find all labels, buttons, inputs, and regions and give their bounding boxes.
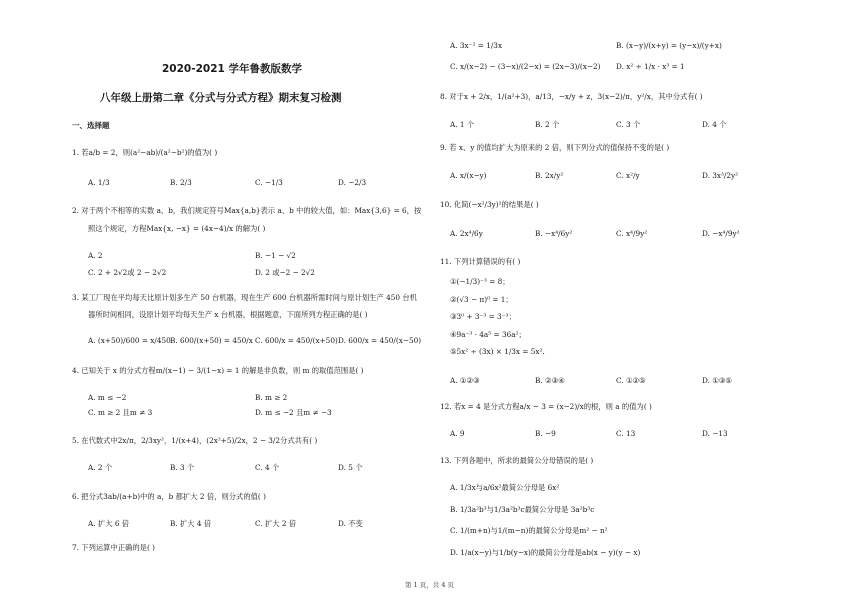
- list-item: ⑤5x² ÷ (3x) × 1/3x = 5x².: [450, 347, 545, 356]
- option-d: D. 3x³/2y²: [702, 171, 739, 180]
- option-a: A. 2x⁴/6y: [450, 229, 483, 238]
- option-c: C. 1/(m+n)与1/(m−n)的最简公分母是m² − n²: [450, 526, 608, 535]
- option-c: C. −1/3: [255, 178, 283, 187]
- section-heading: 一、选择题: [72, 121, 110, 130]
- option-d: D. −2/3: [338, 178, 367, 187]
- option-b: B. (x−y)/(x+y) = (y−x)/(y+x): [616, 41, 722, 50]
- option-b: B. 1/3a²b³与1/3a²b³c最简公分母是 3a²b³c: [450, 505, 595, 514]
- option-d: D. 5 个: [338, 463, 363, 472]
- option-c: C. 600/x = 450/(x+50): [255, 336, 338, 345]
- question-stem: 1. 若a/b = 2，则(a²−ab)/(a²−b²)的值为( ): [72, 148, 218, 157]
- option-b: B. 2x/y²: [535, 171, 564, 180]
- option-a: A. 2: [88, 251, 103, 260]
- question-stem: 6. 把分式3ab/(a+b)中的 a，b 都扩大 2 倍，则分式的值( ): [72, 492, 266, 501]
- question-stem: 5. 在代数式中2x/π，2/3xy²，1/(x+4)，(2x²+5)/2x，2 − 3/2分式共有( ): [72, 436, 318, 445]
- option-b: B. m ≥ 2: [255, 393, 288, 402]
- option-a: A. 9: [450, 429, 465, 438]
- option-c: C. m ≥ 2 且m ≠ 3: [88, 408, 153, 417]
- option-d: D. ①③⑤: [702, 376, 732, 385]
- option-c: C. ①②⑤: [616, 376, 646, 385]
- option-a: A. 1/3: [88, 178, 110, 187]
- question-stem: 7. 下列运算中正确的是( ): [72, 543, 155, 552]
- option-c: C. 2 + 2√2或 2 − 2√2: [88, 268, 167, 277]
- page-footer: 第 1 页，共 4 页: [405, 581, 455, 589]
- option-d: D. m ≤ −2 且m ≠ −3: [255, 408, 332, 417]
- option-a: A. 扩大 6 倍: [88, 519, 130, 528]
- option-b: B. 2/3: [170, 178, 192, 187]
- question-stem: 3. 某工厂现在平均每天比原计划多生产 50 台机器，现在生产 600 台机器所需时间与原计划生产 450 台机: [72, 293, 417, 302]
- option-a: A. 2 个: [88, 463, 113, 472]
- option-b: B. ②③④: [535, 376, 565, 385]
- question-stem: 11. 下列计算错误的有( ): [440, 257, 521, 266]
- question-stem: 2. 对于两个不相等的实数 a、b，我们规定符号Max{a,b}表示 a、b 中的较大值，如：Max{3,6} = 6，按: [72, 206, 422, 215]
- option-c: C. x⁴/9y²: [616, 229, 648, 238]
- option-a: A. 1/3x与a/6x²最简公分母是 6x²: [450, 483, 560, 492]
- option-a: A. ①②③: [450, 376, 480, 385]
- list-item: ①(−1/3)⁻³ = 8；: [450, 277, 510, 286]
- option-b: B. 3 个: [170, 463, 195, 472]
- option-c: C. x/(x−2) − (3−x)/(2−x) = (2x−3)/(x−2): [450, 62, 601, 71]
- option-b: B. −1 − √2: [255, 251, 296, 260]
- option-a: A. (x+50)/600 = x/450: [88, 336, 171, 345]
- option-d: D. −13: [702, 429, 728, 438]
- exam-subtitle: 八年级上册第二章《分式与分式方程》期末复习检测: [100, 92, 342, 104]
- list-item: ②(√3 − π)⁰ = 1；: [450, 295, 513, 304]
- option-b: B. 扩大 4 倍: [170, 519, 212, 528]
- question-stem-cont: 照这个规定，方程Max{x, −x} = (4x−4)/x 的解为( ): [88, 224, 266, 233]
- option-d: D. 2 或−2 − 2√2: [255, 268, 315, 277]
- question-stem-cont: 器所时间相同，设原计划平均每天生产 x 台机器，根据题意，下面所列方程正确的是( ): [88, 310, 368, 319]
- option-d: D. 1/a(x−y)与1/b(y−x)的最简公分母是ab(x − y)(y − x): [450, 548, 641, 557]
- exam-title: 2020-2021 学年鲁教版数学: [162, 63, 302, 75]
- option-c: C. 13: [616, 429, 636, 438]
- option-d: D. −x⁴/9y²: [702, 229, 740, 238]
- question-stem: 8. 对于x + 2/x，1/(a²+3)，a/13，−x/y + z，3(x−2)/π，y²/x，其中分式有( ): [440, 92, 703, 101]
- option-c: C. 3 个: [616, 120, 641, 129]
- question-stem: 10. 化简(−x²/3y)²的结果是( ): [440, 200, 539, 209]
- question-stem: 4. 已知关于 x 的分式方程m/(x−1) − 3/(1−x) = 1 的解是非负数，则 m 的取值范围是( ): [72, 366, 364, 375]
- question-stem: 9. 若 x、y 的值均扩大为原来的 2 倍，则下列分式的值保持不变的是( ): [440, 143, 670, 152]
- option-a: A. 1 个: [450, 120, 475, 129]
- list-item: ④9a⁻³ · 4a⁵ = 36a²；: [450, 330, 526, 339]
- option-d: D. 600/x = 450/(x−50): [338, 336, 422, 345]
- question-stem: 12. 若x = 4 是分式方程a/x − 3 = (x−2)/x的根，则 a 的值为( ): [440, 402, 652, 411]
- option-d: D. 4 个: [702, 120, 727, 129]
- option-b: B. 2 个: [535, 120, 560, 129]
- option-d: D. 不变: [338, 519, 363, 528]
- option-b: B. −x⁴/6y²: [535, 229, 573, 238]
- option-c: C. 4 个: [255, 463, 280, 472]
- option-b: B. −9: [535, 429, 556, 438]
- option-d: D. x² ÷ 1/x · x³ = 1: [616, 62, 685, 71]
- option-a: A. 3x⁻² = 1/3x: [450, 41, 503, 50]
- question-stem: 13. 下列各题中，所求的最简公分母错误的是( ): [440, 456, 594, 465]
- option-c: C. x²/y: [616, 171, 640, 180]
- option-a: A. m ≤ −2: [88, 393, 127, 402]
- option-c: C. 扩大 2 倍: [255, 519, 297, 528]
- option-a: A. x/(x−y): [450, 171, 487, 180]
- option-b: B. 600/(x+50) = 450/x: [170, 336, 253, 345]
- list-item: ③3⁰ + 3⁻³ = 3⁻³；: [450, 312, 516, 321]
